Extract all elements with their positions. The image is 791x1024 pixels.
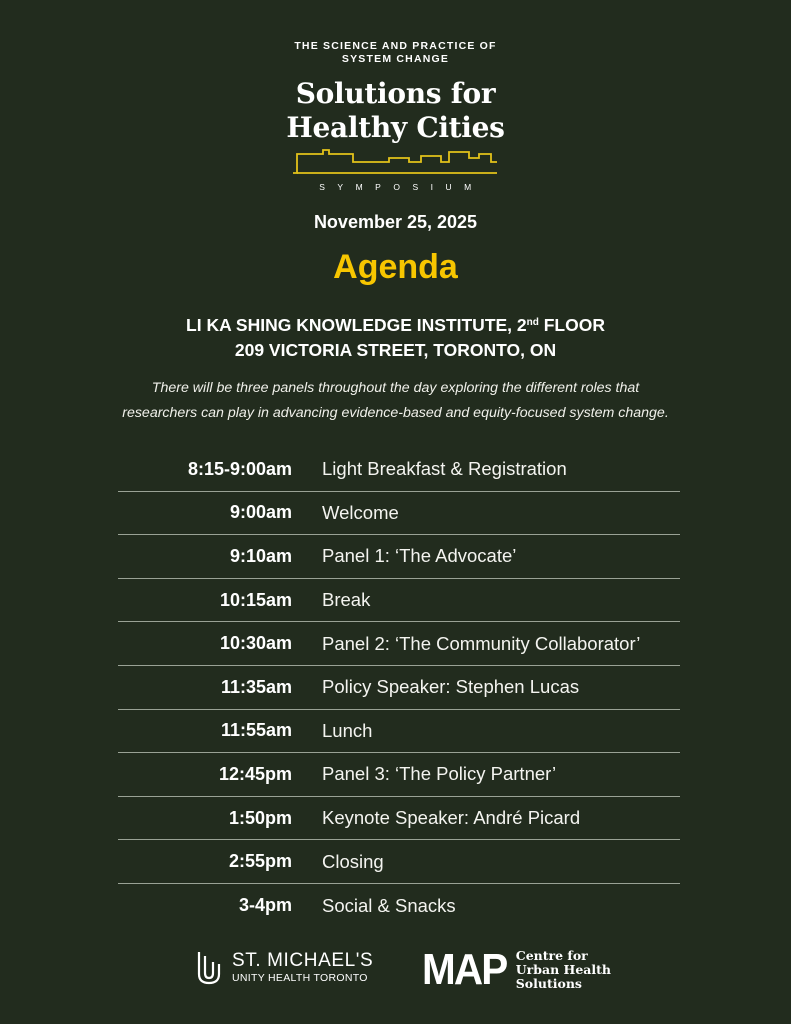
schedule-row — [118, 797, 680, 841]
venue-line-1 — [0, 310, 791, 338]
schedule-event: Panel 3: ‘The Policy Partner’ — [322, 763, 557, 785]
agenda-schedule — [118, 448, 680, 928]
venue-line-1-text: LI KA SHING KNOWLEDGE INSTITUTE, 2 — [186, 315, 527, 335]
symposium-label: SYMPOSIUM — [319, 182, 484, 192]
page-title: Agenda — [333, 248, 458, 286]
title-line-2: Healthy Cities — [286, 111, 505, 144]
venue-line-1-end: FLOOR — [538, 315, 605, 335]
schedule-row — [118, 448, 680, 492]
intro-line-2: researchers can play in advancing evidence-based and equity-focused system change. — [122, 405, 669, 421]
footer-logos — [0, 945, 791, 998]
schedule-event: Panel 2: ‘The Community Collaborator’ — [322, 632, 641, 654]
st-michaels-logo — [196, 950, 373, 986]
schedule-time: 2:55pm — [228, 851, 292, 872]
map-centre-name — [516, 949, 611, 991]
schedule-event: Welcome — [322, 501, 399, 523]
intro-text — [0, 376, 791, 426]
map-line-2: Urban Health — [515, 962, 612, 977]
map-line-3: Solutions — [515, 976, 582, 991]
schedule-time: 8:15-9:00am — [187, 458, 292, 479]
schedule-time: 12:45pm — [218, 763, 292, 784]
schedule-row — [118, 622, 680, 666]
schedule-event: Light Breakfast & Registration — [322, 458, 567, 480]
event-logo-title — [0, 77, 791, 145]
schedule-row — [118, 666, 680, 710]
venue-ordinal: nd — [526, 317, 539, 328]
schedule-event: Keynote Speaker: André Picard — [322, 807, 581, 829]
kicker-line-1: THE SCIENCE AND PRACTICE OF — [294, 40, 497, 52]
schedule-row — [118, 840, 680, 884]
st-michaels-name: ST. MICHAEL'S — [232, 950, 374, 971]
map-line-1: Centre for — [515, 948, 588, 963]
schedule-time: 3-4pm — [238, 895, 292, 916]
schedule-event: Social & Snacks — [322, 894, 456, 916]
schedule-row — [118, 753, 680, 797]
schedule-event: Panel 1: ‘The Advocate’ — [322, 545, 517, 567]
schedule-time: 1:50pm — [228, 807, 292, 828]
kicker-line-2: SYSTEM CHANGE — [341, 53, 450, 65]
schedule-row — [118, 579, 680, 623]
venue-line-2: 209 VICTORIA STREET, TORONTO, ON — [234, 340, 557, 360]
schedule-event: Policy Speaker: Stephen Lucas — [322, 676, 580, 698]
map-centre-logo — [422, 945, 612, 994]
kicker — [0, 40, 791, 66]
schedule-time: 11:55am — [220, 720, 292, 741]
title-line-1: Solutions for — [295, 77, 496, 110]
st-michaels-subtitle: UNITY HEALTH TORONTO — [232, 972, 368, 984]
schedule-time: 10:15am — [219, 589, 292, 610]
intro-line-1: There will be three panels throughout the day exploring the different roles that — [151, 380, 640, 396]
event-date: November 25, 2025 — [313, 212, 478, 232]
schedule-row — [118, 492, 680, 536]
map-wordmark: MAP — [422, 945, 507, 994]
schedule-event: Break — [322, 589, 371, 611]
schedule-row — [118, 535, 680, 579]
skyline-icon — [293, 148, 497, 174]
st-michaels-emblem-icon — [196, 950, 222, 986]
schedule-row — [118, 884, 680, 928]
schedule-time: 11:35am — [220, 676, 292, 697]
venue — [0, 310, 791, 363]
schedule-event: Lunch — [322, 719, 373, 741]
schedule-time: 10:30am — [219, 633, 292, 654]
schedule-time: 9:00am — [229, 502, 292, 523]
schedule-row — [118, 710, 680, 754]
schedule-event: Closing — [322, 850, 384, 872]
schedule-time: 9:10am — [229, 545, 292, 566]
